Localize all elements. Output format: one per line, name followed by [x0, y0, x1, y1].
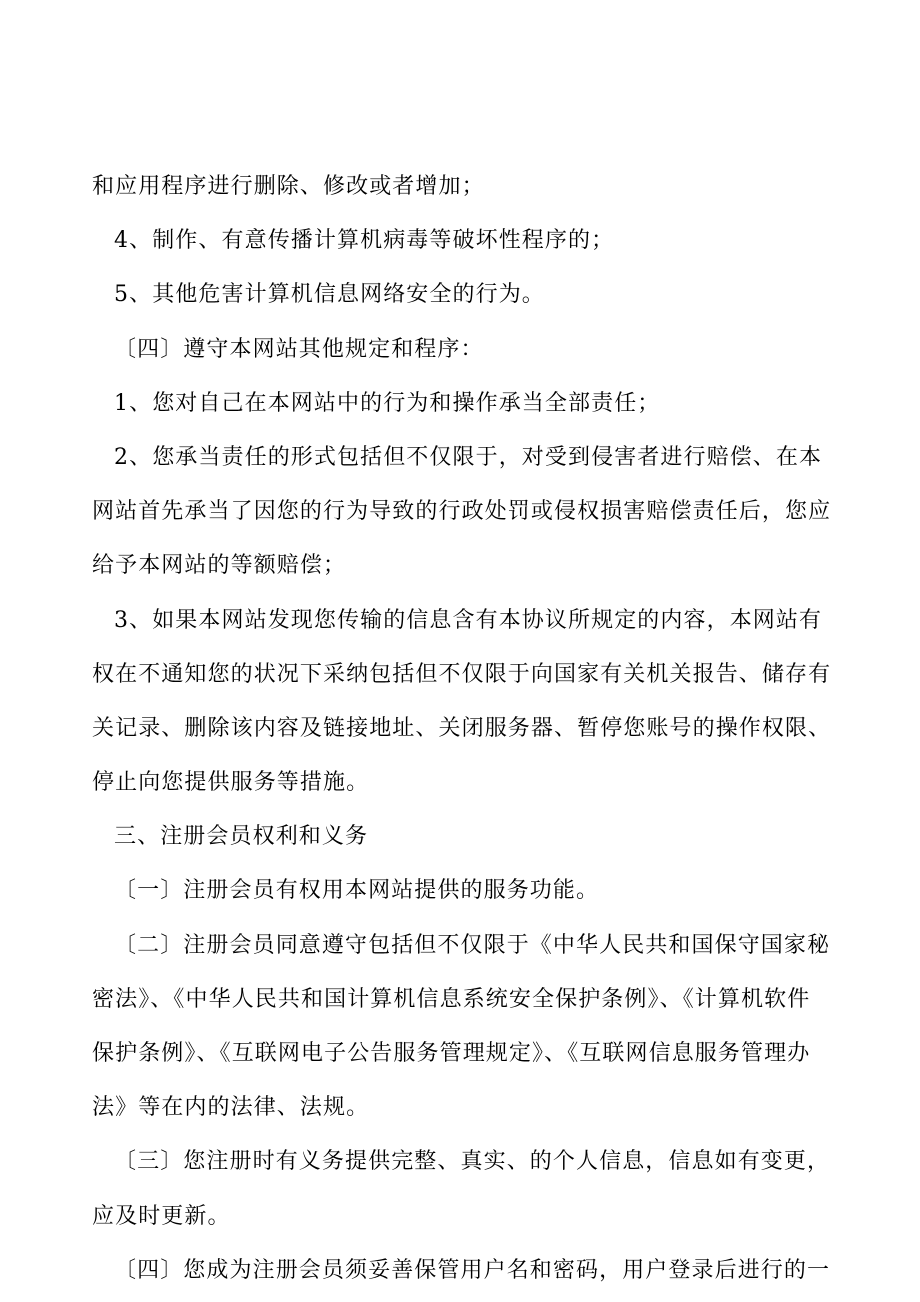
text-line: 〔四〕您成为注册会员须妥善保管用户名和密码，用户登录后进行的一 — [114, 1257, 831, 1283]
section-heading: 三、注册会员权利和义务 — [114, 824, 369, 850]
text-line: 保护条例》、《互联网电子公告服务管理规定》、《互联网信息服务管理办 — [92, 1041, 811, 1066]
text-line: 〔四〕遵守本网站其他规定和程序： — [114, 336, 484, 362]
text-line: 3、如果本网站发现您传输的信息含有本协议所规定的内容，本网站有 — [114, 607, 823, 633]
text-line: 给予本网站的等额赔偿； — [92, 553, 347, 579]
text-line: 5、其他危害计算机信息网络安全的行为。 — [114, 282, 545, 308]
text-line: 〔一〕注册会员有权用本网站提供的服务功能。 — [114, 878, 600, 904]
document-body — [92, 160, 837, 1298]
text-line: 关记录、删除该内容及链接地址、关闭服务器、暂停您账号的操作权限、 — [92, 715, 832, 741]
text-line: 和应用程序进行删除、修改或者增加； — [92, 174, 485, 199]
text-line: 法》等在内的法律、法规。 — [92, 1095, 370, 1121]
text-line: 2、您承当责任的形式包括但不仅限于，对受到侵害者进行赔偿、在本 — [114, 444, 823, 470]
text-line: 4、制作、有意传播计算机病毒等破坏性程序的； — [114, 228, 615, 254]
text-line: 〔二〕注册会员同意遵守包括但不仅限于《中华人民共和国保守国家秘 — [114, 932, 831, 958]
text-line: 1、您对自己在本网站中的行为和操作承当全部责任； — [114, 390, 661, 416]
text-line: 应及时更新。 — [92, 1203, 231, 1229]
text-line: 停止向您提供服务等措施。 — [92, 770, 370, 796]
text-line: 权在不通知您的状况下采纳包括但不仅限于向国家有关机关报告、储存有 — [92, 661, 832, 687]
text-line: 密法》、《中华人民共和国计算机信息系统安全保护条例》、《计算机软件 — [92, 986, 811, 1012]
text-line: 〔三〕您注册时有义务提供完整、真实、的个人信息，信息如有变更， — [114, 1149, 831, 1175]
text-line: 网站首先承当了因您的行为导致的行政处罚或侵权损害赔偿责任后，您应 — [92, 499, 832, 525]
